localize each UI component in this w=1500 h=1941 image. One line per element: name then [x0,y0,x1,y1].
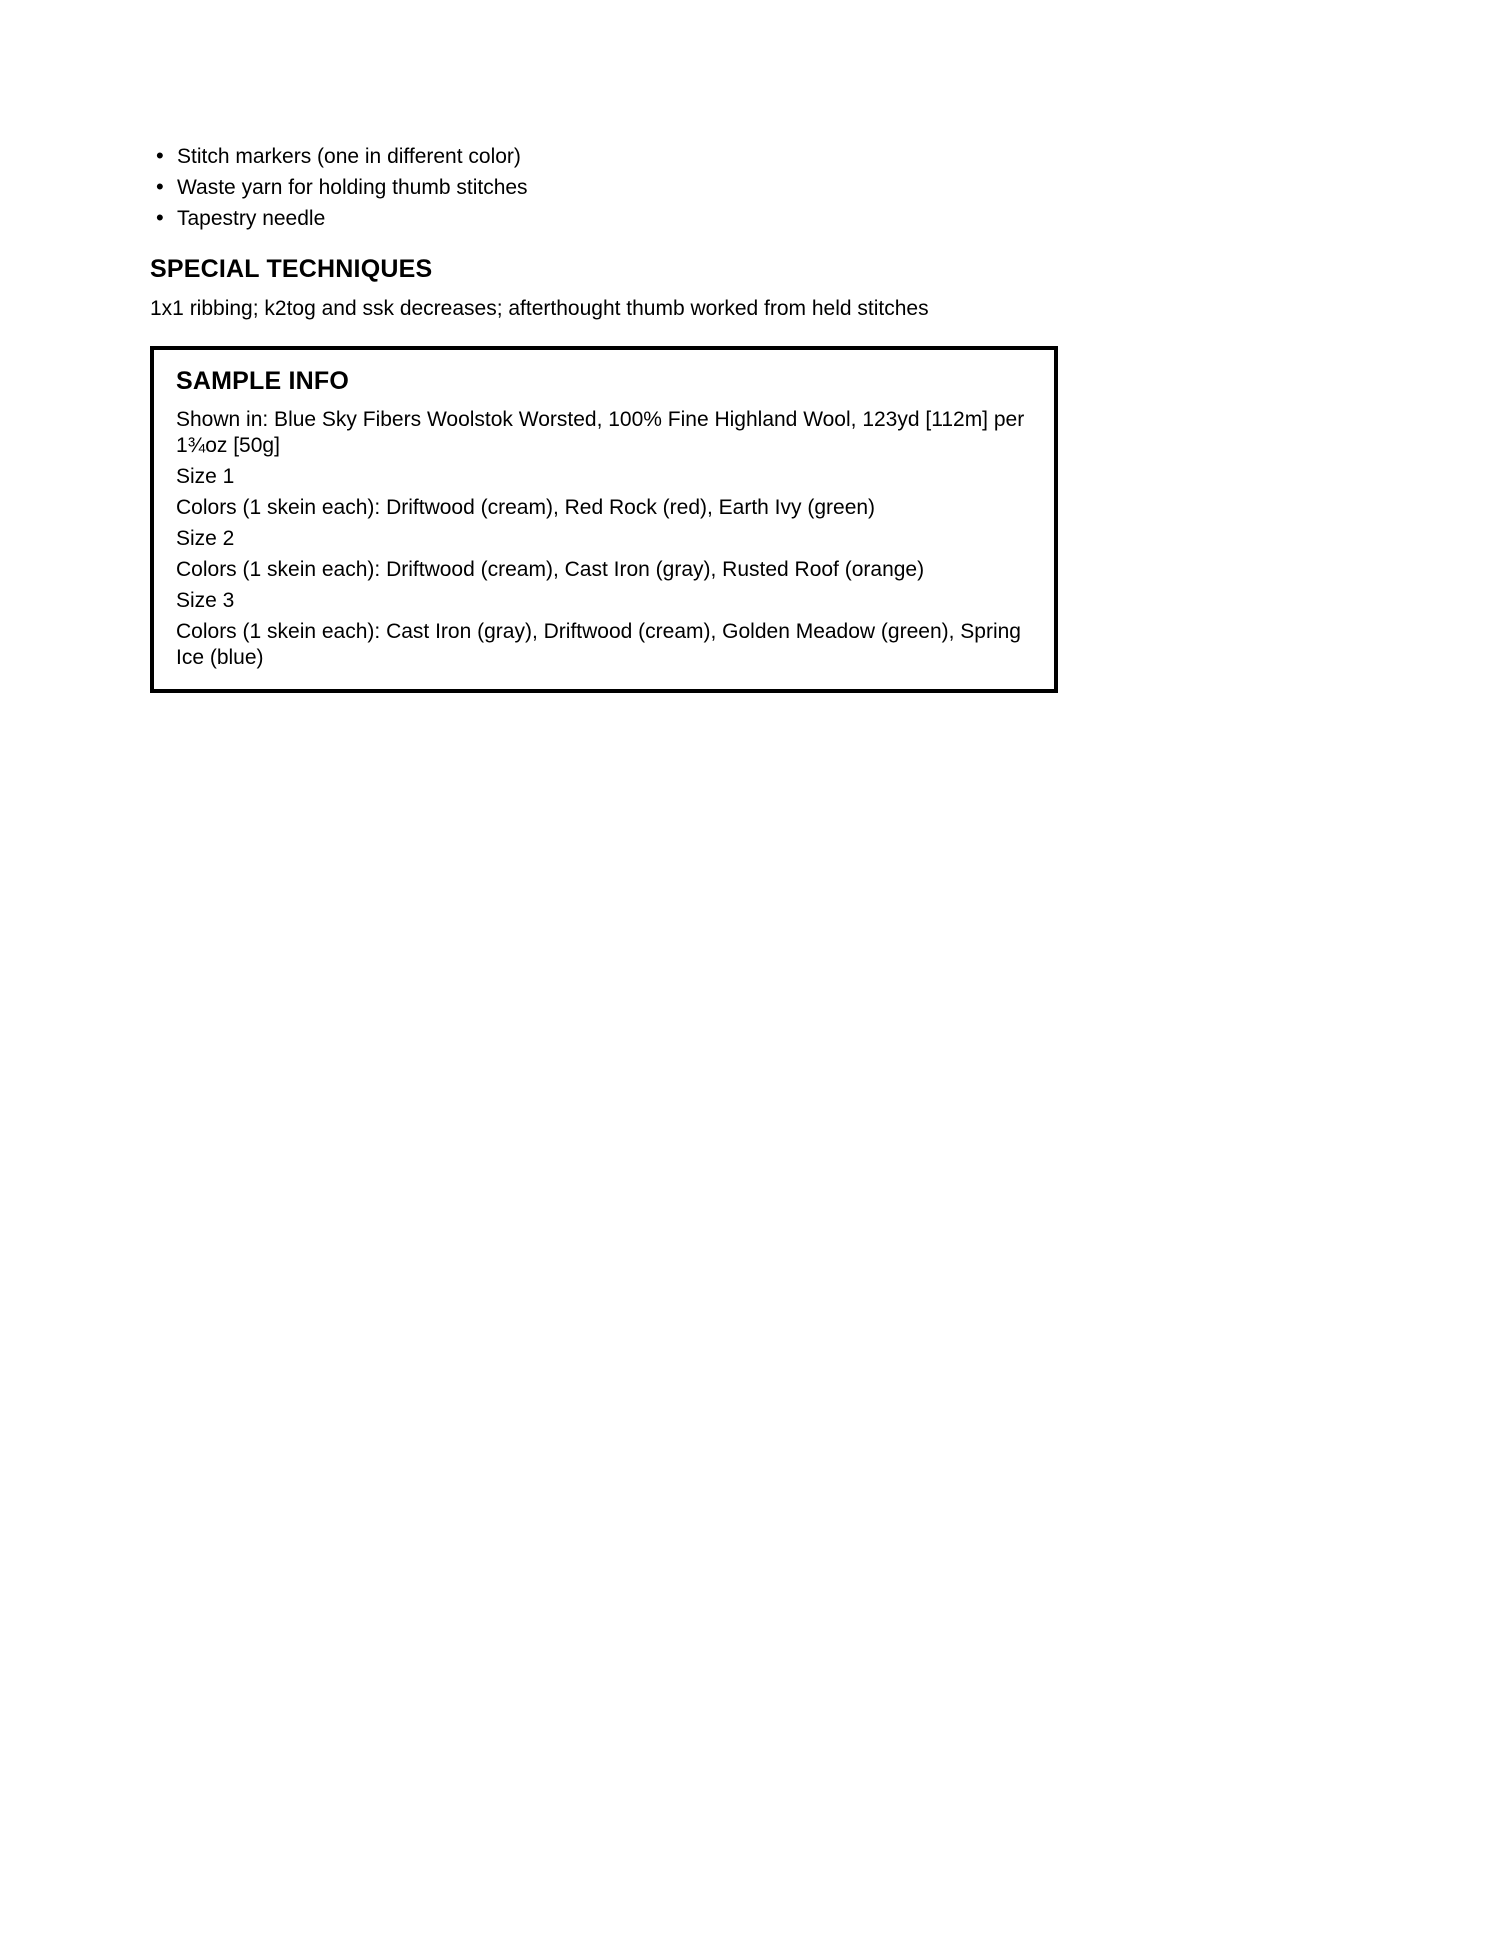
list-item-text: Tapestry needle [177,207,326,230]
list-item-text: Waste yarn for holding thumb stitches [177,176,528,199]
list-item [150,172,1060,203]
special-techniques-body: 1x1 ribbing; k2tog and ssk decreases; afterthought thumb worked from held stitches [150,297,929,320]
document-page [150,141,1060,693]
sample-info-size-3-colors: Colors (1 skein each): Cast Iron (gray), Driftwood (cream), Golden Meadow (green), Spring Ice (blue) [176,620,1021,669]
list-item-text: Stitch markers (one in different color) [177,145,521,168]
sample-info-heading: SAMPLE INFO [176,367,350,395]
sample-info-size-3: Size 3 [176,589,235,612]
sample-info-shown-in: Shown in: Blue Sky Fibers Woolstok Worsted, 100% Fine Highland Wool, 123yd [112m] per 1¾oz [50g] [176,408,1025,457]
sample-info-size-1-colors: Colors (1 skein each): Driftwood (cream), Red Rock (red), Earth Ivy (green) [176,496,876,519]
sample-info-size-1: Size 1 [176,465,235,488]
sample-info-size-2: Size 2 [176,527,235,550]
list-item [150,141,1060,172]
sample-info-size-2-colors: Colors (1 skein each): Driftwood (cream), Cast Iron (gray), Rusted Roof (orange) [176,558,925,581]
sample-info-box [150,346,1058,693]
materials-list [150,141,1060,234]
special-techniques-heading: SPECIAL TECHNIQUES [150,255,433,283]
list-item [150,203,1060,234]
